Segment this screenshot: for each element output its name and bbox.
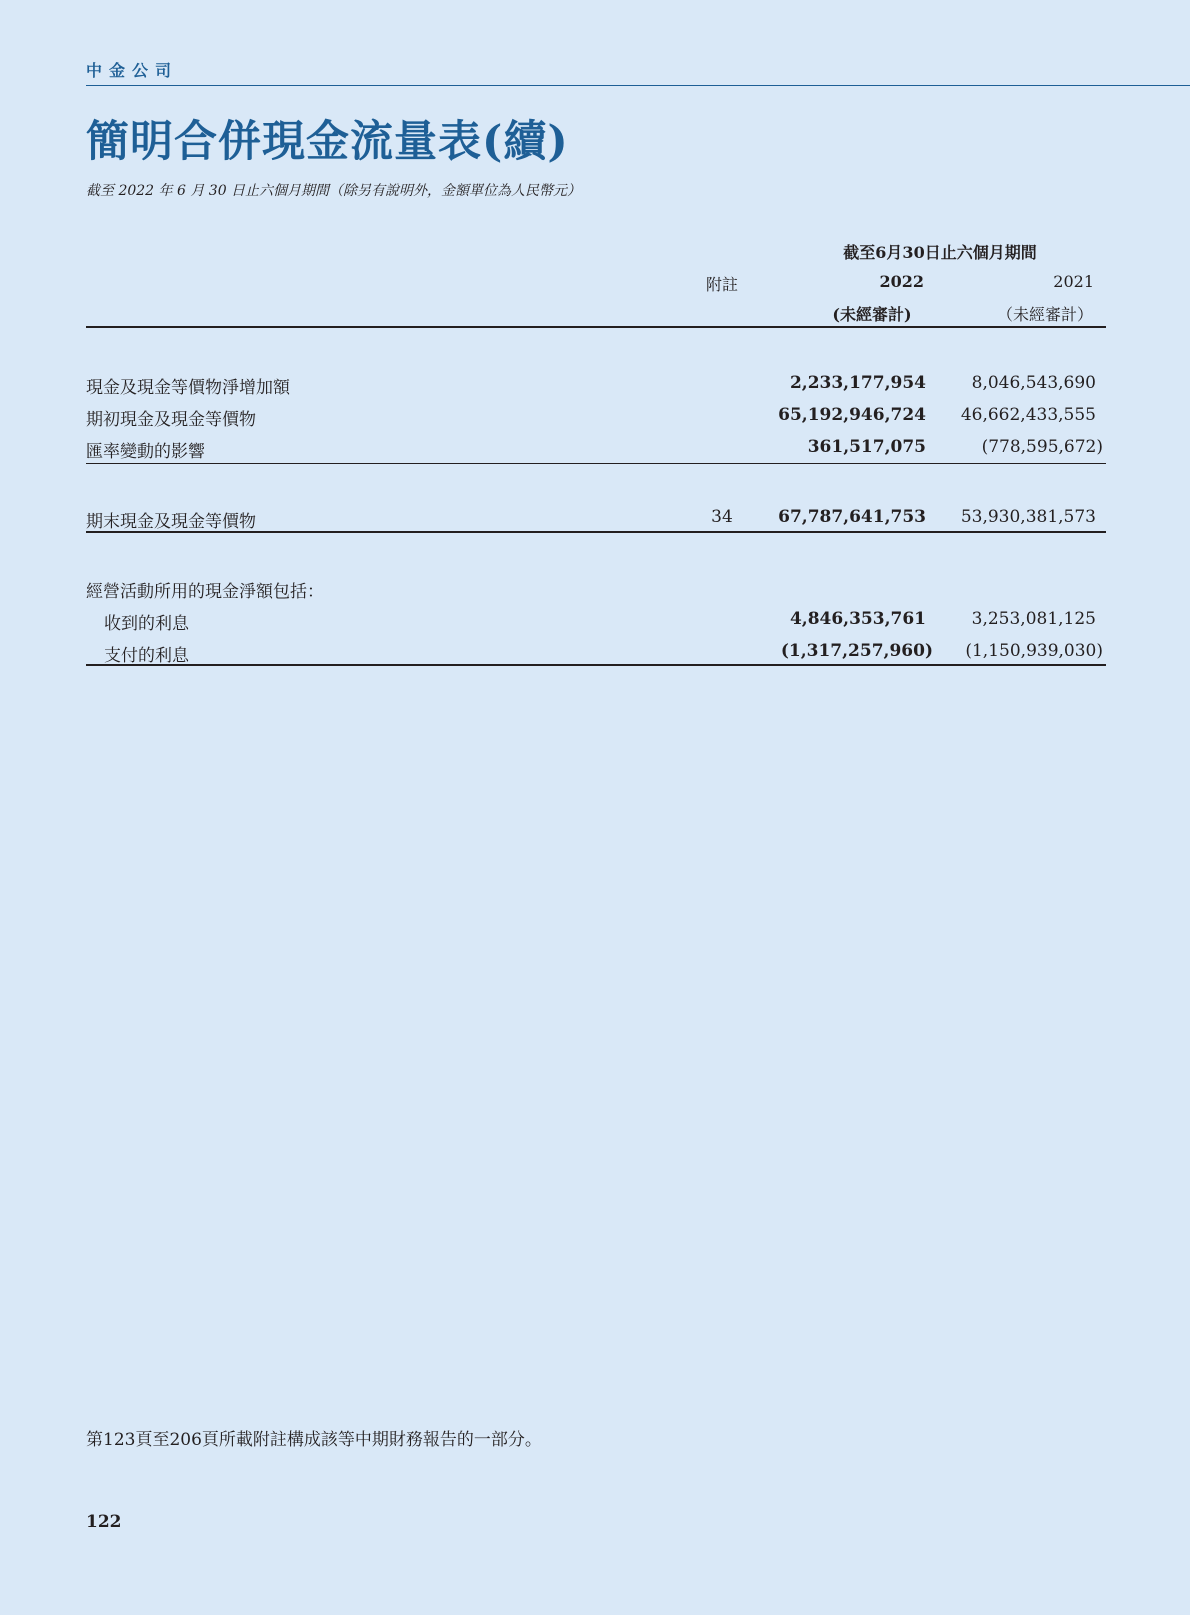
value-2022: 2,233,177,954 [789, 373, 926, 393]
row-label: 支付的利息 [104, 646, 189, 666]
row-label: 期初現金及現金等價物 [86, 410, 256, 430]
table-row [86, 405, 1106, 433]
note-column-header: 附註 [705, 275, 738, 294]
value-2022: 4,846,353,761 [789, 609, 926, 629]
row-label: 匯率變動的影響 [86, 442, 205, 462]
period-header: 截至6月30日止六個月期間 [843, 243, 1037, 262]
page-title: 簡明合併現金流量表(續) [86, 117, 569, 167]
value-2021: 53,930,381,573 [960, 507, 1096, 527]
value-2021: 3,253,081,125 [971, 609, 1096, 629]
page-subtitle: 截至 2022 年 6 月 30 日止六個月期間（除另有說明外，金額單位為人民幣元） [86, 183, 582, 199]
value-2022: 361,517,075 [807, 437, 926, 457]
table-row [86, 373, 1106, 401]
bottom-rule [86, 664, 1106, 666]
row-label: 期末現金及現金等價物 [86, 512, 256, 532]
value-2021: 46,662,433,555 [960, 405, 1096, 425]
header-divider [86, 85, 1190, 86]
table-row [86, 437, 1106, 465]
year-2022-header: 2022 [879, 272, 924, 291]
audit-2022-header: (未經審計) [832, 305, 912, 324]
header-rule [86, 326, 1106, 328]
row-label: 收到的利息 [104, 614, 189, 634]
table-row [86, 609, 1106, 637]
value-2021: (778,595,672) [981, 437, 1103, 457]
row-label: 經營活動所用的現金淨額包括： [86, 582, 324, 602]
audit-2021-header: （未經審計） [996, 305, 1093, 324]
subtotal-rule [86, 463, 1106, 464]
table-row [86, 577, 1106, 605]
value-2022: 65,192,946,724 [778, 405, 926, 425]
value-2022: 67,787,641,753 [778, 507, 926, 527]
total-rule [86, 531, 1106, 533]
page-number: 122 [86, 1512, 122, 1532]
value-2022: (1,317,257,960) [780, 641, 933, 661]
footnote: 第123頁至206頁所載附註構成該等中期財務報告的一部分。 [86, 1430, 542, 1450]
value-2021: (1,150,939,030) [965, 641, 1103, 661]
row-note: 34 [711, 507, 733, 527]
year-2021-header: 2021 [1053, 272, 1094, 291]
value-2021: 8,046,543,690 [971, 373, 1096, 393]
row-label: 現金及現金等價物淨增加額 [86, 378, 290, 398]
company-name: 中金公司 [86, 61, 179, 80]
